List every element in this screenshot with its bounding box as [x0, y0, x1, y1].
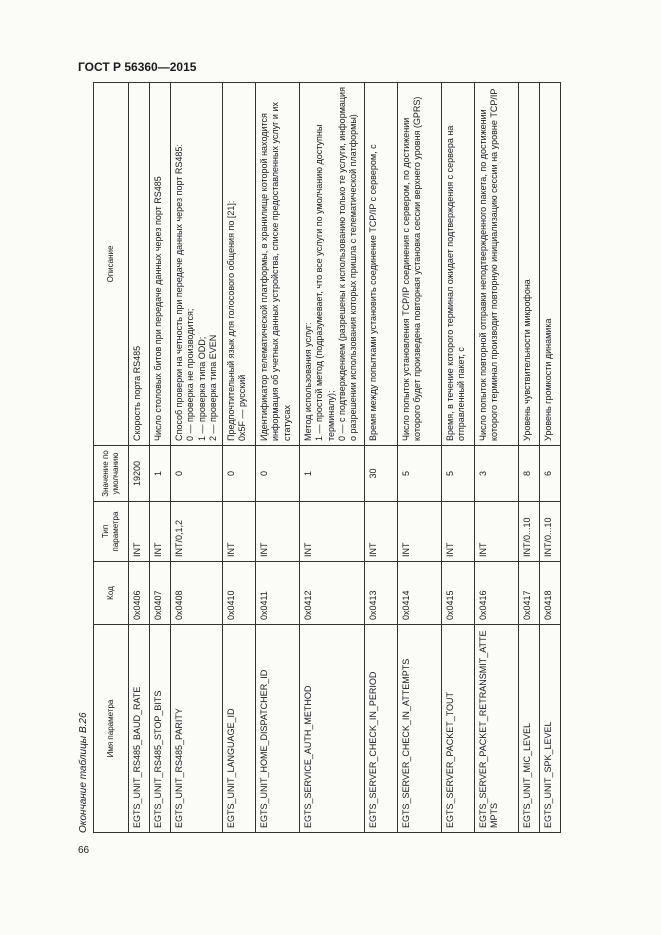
param-name-cell: EGTS_UNIT_RS485_PARITY: [171, 625, 223, 833]
param-name-cell: EGTS_UNIT_MIC_LEVEL: [519, 625, 540, 833]
code-cell: 0x0412: [300, 562, 365, 625]
description-line: Уровень чувствительности микрофона: [522, 279, 532, 441]
table-row: [398, 83, 442, 833]
col-header-code: Код: [94, 562, 129, 625]
description-line: Число столовых битов при передаче данных через порт RS485: [153, 176, 163, 441]
code-cell: 0x0417: [519, 562, 540, 625]
code-cell: 0x0416: [475, 562, 519, 625]
description-line: Скорость порта RS485: [132, 345, 142, 441]
type-cell: INT: [475, 502, 519, 562]
type-cell: INT/0...10: [519, 502, 540, 562]
code-cell: 0x0406: [129, 562, 150, 625]
default-value-cell: 0: [223, 446, 256, 502]
col-header-name: Имя параметра: [94, 625, 129, 833]
description-line: Число попыток повторной отправки неподтвержденного пакета, по достижении которого терминал производит повторную инициализацию сессии на уровне TCP/IP: [478, 88, 500, 441]
type-cell: INT: [129, 502, 150, 562]
table-row: [519, 83, 540, 833]
description-line: Время между попытками установить соединение TCP/IP с сервером, с: [368, 144, 378, 441]
description-cell: [365, 83, 398, 446]
description-cell: [150, 83, 171, 446]
param-name-cell: EGTS_UNIT_RS485_BAUD_RATE: [129, 625, 150, 833]
type-cell: INT: [150, 502, 171, 562]
default-value-cell: 5: [442, 446, 475, 502]
description-line: Уровень громкости динамика: [543, 318, 553, 441]
code-cell: 0x0414: [398, 562, 442, 625]
table-row: [223, 83, 256, 833]
description-line: Способ проверки на четность при передаче данных через порт RS485:: [174, 144, 184, 441]
type-cell: INT: [442, 502, 475, 562]
page-number: 66: [78, 845, 90, 856]
description-cell: [129, 83, 150, 446]
col-header-default: Значение по умолчанию: [94, 446, 129, 502]
description-line: 1 — проверка типа ODD;: [196, 336, 207, 441]
param-name-cell: EGTS_SERVER_PACKET_TOUT: [442, 625, 475, 833]
default-value-cell: 0: [171, 446, 223, 502]
description-cell: [442, 83, 475, 446]
code-cell: 0x0411: [256, 562, 300, 625]
code-cell: 0x0407: [150, 562, 171, 625]
col-header-description: Описание: [94, 83, 129, 446]
code-cell: 0x0415: [442, 562, 475, 625]
rotated-table-area: [78, 83, 628, 833]
code-cell: 0x0413: [365, 562, 398, 625]
default-value-cell: 3: [475, 446, 519, 502]
parameters-table: [93, 82, 561, 833]
default-value-cell: 19200: [129, 446, 150, 502]
param-name-cell: EGTS_SERVER_CHECK_IN_ATTEMPTS: [398, 625, 442, 833]
table-row: [150, 83, 171, 833]
description-line: 0 — с подтверждением (разрешены к использованию только те услуги, информация о разрешении использования которых пришла с телематической платформы): [336, 87, 358, 441]
table-row: [475, 83, 519, 833]
param-name-cell: EGTS_SERVER_PACKET_RETRANSMIT_ATTEMPTS: [475, 625, 519, 833]
param-name-cell: EGTS_UNIT_HOME_DISPATCHER_ID: [256, 625, 300, 833]
description-cell: [540, 83, 561, 446]
type-cell: INT: [398, 502, 442, 562]
table-row: [300, 83, 365, 833]
description-line: 2 — проверка типа EVEN: [207, 334, 218, 441]
param-name-cell: EGTS_SERVICE_AUTH_METHOD: [300, 625, 365, 833]
type-cell: INT/0...10: [540, 502, 561, 562]
type-cell: INT/0,1,2: [171, 502, 223, 562]
table-row: [256, 83, 300, 833]
description-line: Время, в течение которого терминал ожидает подтверждения с сервера на отправленный пакет, с: [445, 125, 467, 441]
table-row: [171, 83, 223, 833]
param-name-cell: EGTS_UNIT_LANGUAGE_ID: [223, 625, 256, 833]
description-cell: [256, 83, 300, 446]
description-cell: [475, 83, 519, 446]
type-cell: INT: [256, 502, 300, 562]
param-name-cell: EGTS_SERVER_CHECK_IN_PERIOD: [365, 625, 398, 833]
default-value-cell: 1: [300, 446, 365, 502]
description-cell: [171, 83, 223, 446]
default-value-cell: 30: [365, 446, 398, 502]
description-cell: [300, 83, 365, 446]
default-value-cell: 1: [150, 446, 171, 502]
col-header-type: Тип параметра: [94, 502, 129, 562]
description-cell: [398, 83, 442, 446]
table-row: [365, 83, 398, 833]
table-header-row: [94, 83, 129, 833]
description-line: Метод использования услуг:: [303, 322, 313, 441]
table-caption: Окончание таблицы В.26: [78, 712, 89, 833]
default-value-cell: 8: [519, 446, 540, 502]
description-line: Предпочтительный язык для голосового общения по [21]:: [226, 200, 236, 441]
code-cell: 0x0408: [171, 562, 223, 625]
description-line: 1 — простой метод (подразумевает, что все услуги по умолчанию доступны терминалу);: [314, 124, 336, 441]
description-line: Идентификатор телематической платформы, в хранилище которой находится информация об учетных данных устройства, списке предоставленных услуг и их статусах: [259, 102, 292, 441]
default-value-cell: 6: [540, 446, 561, 502]
description-line: 0x5F — русский: [237, 374, 248, 441]
description-line: Число попыток установления TCP/IP соединения с сервером, по достижении которого будет произведена повторная установка сессии верхнего уровня (GPRS): [401, 96, 423, 441]
param-name-cell: EGTS_UNIT_SPK_LEVEL: [540, 625, 561, 833]
type-cell: INT: [300, 502, 365, 562]
document-header: ГОСТ Р 56360—2015: [78, 60, 197, 74]
default-value-cell: 5: [398, 446, 442, 502]
description-line: 0 — проверка не производится;: [185, 308, 196, 441]
code-cell: 0x0410: [223, 562, 256, 625]
param-name-cell: EGTS_UNIT_RS485_STOP_BITS: [150, 625, 171, 833]
code-cell: 0x0418: [540, 562, 561, 625]
default-value-cell: 0: [256, 446, 300, 502]
table-row: [540, 83, 561, 833]
table-row: [442, 83, 475, 833]
table-row: [129, 83, 150, 833]
description-cell: [223, 83, 256, 446]
description-cell: [519, 83, 540, 446]
type-cell: INT: [365, 502, 398, 562]
type-cell: INT: [223, 502, 256, 562]
